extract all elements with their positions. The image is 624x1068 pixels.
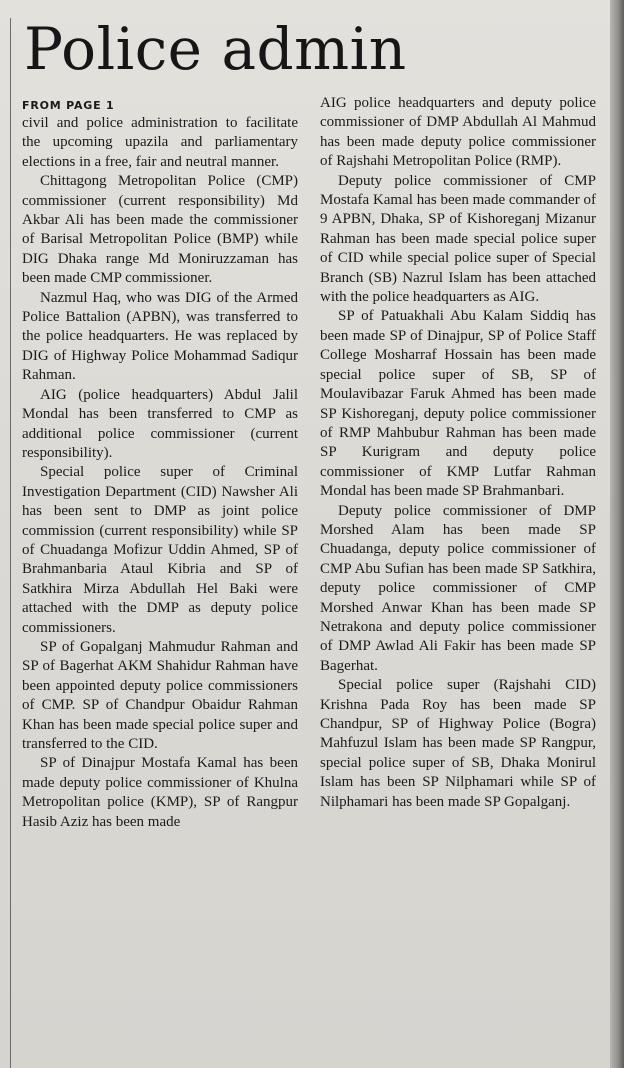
paragraph: Nazmul Haq, who was DIG of the Armed Police Battalion (APBN), was transferred to the police headquarters. He was replaced by DIG of Highway Police Mohammad Sadiqur Rahman. [22, 289, 298, 384]
paragraph: AIG police headquarters and deputy police commissioner of DMP Abdullah Al Mahmud has been made deputy police commissioner of Rajshahi Metropolitan Police (RMP). [320, 95, 596, 170]
paragraph: Deputy police commissioner of DMP Morshed Alam has been made SP Chuadanga, deputy police commissioner of CMP Abu Sufian has been made SP Satkhira, deputy police commissioner of CMP Morshed Anwar Khan has been made SP Netrakona and deputy police commissioner of DMP Awlad Ali Fakir has been made SP Bagerhat. [320, 502, 596, 674]
paragraph: Special police super of Criminal Investigation Department (CID) Nawsher Ali has been sent to DMP as joint police commission (current responsibility) while SP of Chuadanga Mofizur Uddin Ahmed, SP of Brahmanbaria Ataul Kibria and SP of Satkhira Mirza Abdullah Hel Baki were attached with the DMP as deputy police commissioners. [22, 464, 298, 636]
paragraph: AIG (police headquarters) Abdul Jalil Mondal has been transferred to CMP as additional police commissioner (current responsibility). [22, 386, 298, 461]
paragraph: Special police super (Rajshahi CID) Krishna Pada Roy has been made SP Chandpur, SP of Highway Police (Bogra) Mahfuzul Islam has been made SP Rangpur, special police super of SB, Dhaka Monirul Islam has been SP Nilphamari while SP of Nilphamari has been made SP Gopalganj. [320, 677, 596, 810]
column-rule [10, 18, 11, 1068]
headline: Police admin [24, 15, 407, 83]
paragraph: SP of Patuakhali Abu Kalam Siddiq has been made SP of Dinajpur, SP of Police Staff College Mosharraf Hossain has been made special police super of SB, SP of Moulavibazar Faruk Ahmed has been made SP Kishoreganj, deputy police commissioner of RMP Mahbubur Rahman has been made SP Kurigram and deputy police commissioner of KMP Lutfar Rahman Mondal has been made SP Brahmanbari. [320, 308, 596, 500]
paragraph: Deputy police commissioner of CMP Mostafa Kamal has been made commander of 9 APBN, Dhaka, SP of Kishoreganj Mizanur Rahman has been made special police super of CID while special police super of Special Branch (SB) Nazrul Islam has been attached with the police headquarters as AIG. [320, 172, 596, 306]
article-column-right [320, 94, 596, 812]
paragraph: civil and police administration to facilitate the upcoming upazila and parliamentary elections in a free, fair and neutral manner. [22, 115, 298, 170]
article-column-left [22, 99, 298, 832]
paragraph: Chittagong Metropolitan Police (CMP) commissioner (current responsibility) Md Akbar Ali has been made the commissioner of Barisal Metropolitan Police (BMP) while DIG Dhaka range Md Moniruzzaman has been made CMP commissioner. [22, 173, 298, 287]
paragraph: SP of Dinajpur Mostafa Kamal has been made deputy police commissioner of Khulna Metropolitan police (KMP), SP of Rangpur Hasib Aziz has been made [22, 755, 298, 830]
kicker: FROM PAGE 1 [22, 99, 115, 112]
paragraph: SP of Gopalganj Mahmudur Rahman and SP of Bagerhat AKM Shahidur Rahman have been appointed deputy police commissioners of CMP. SP of Chandpur Obaidur Rahman Khan has been made special police super and transferred to the CID. [22, 638, 298, 752]
page-edge-shadow [610, 0, 624, 1068]
